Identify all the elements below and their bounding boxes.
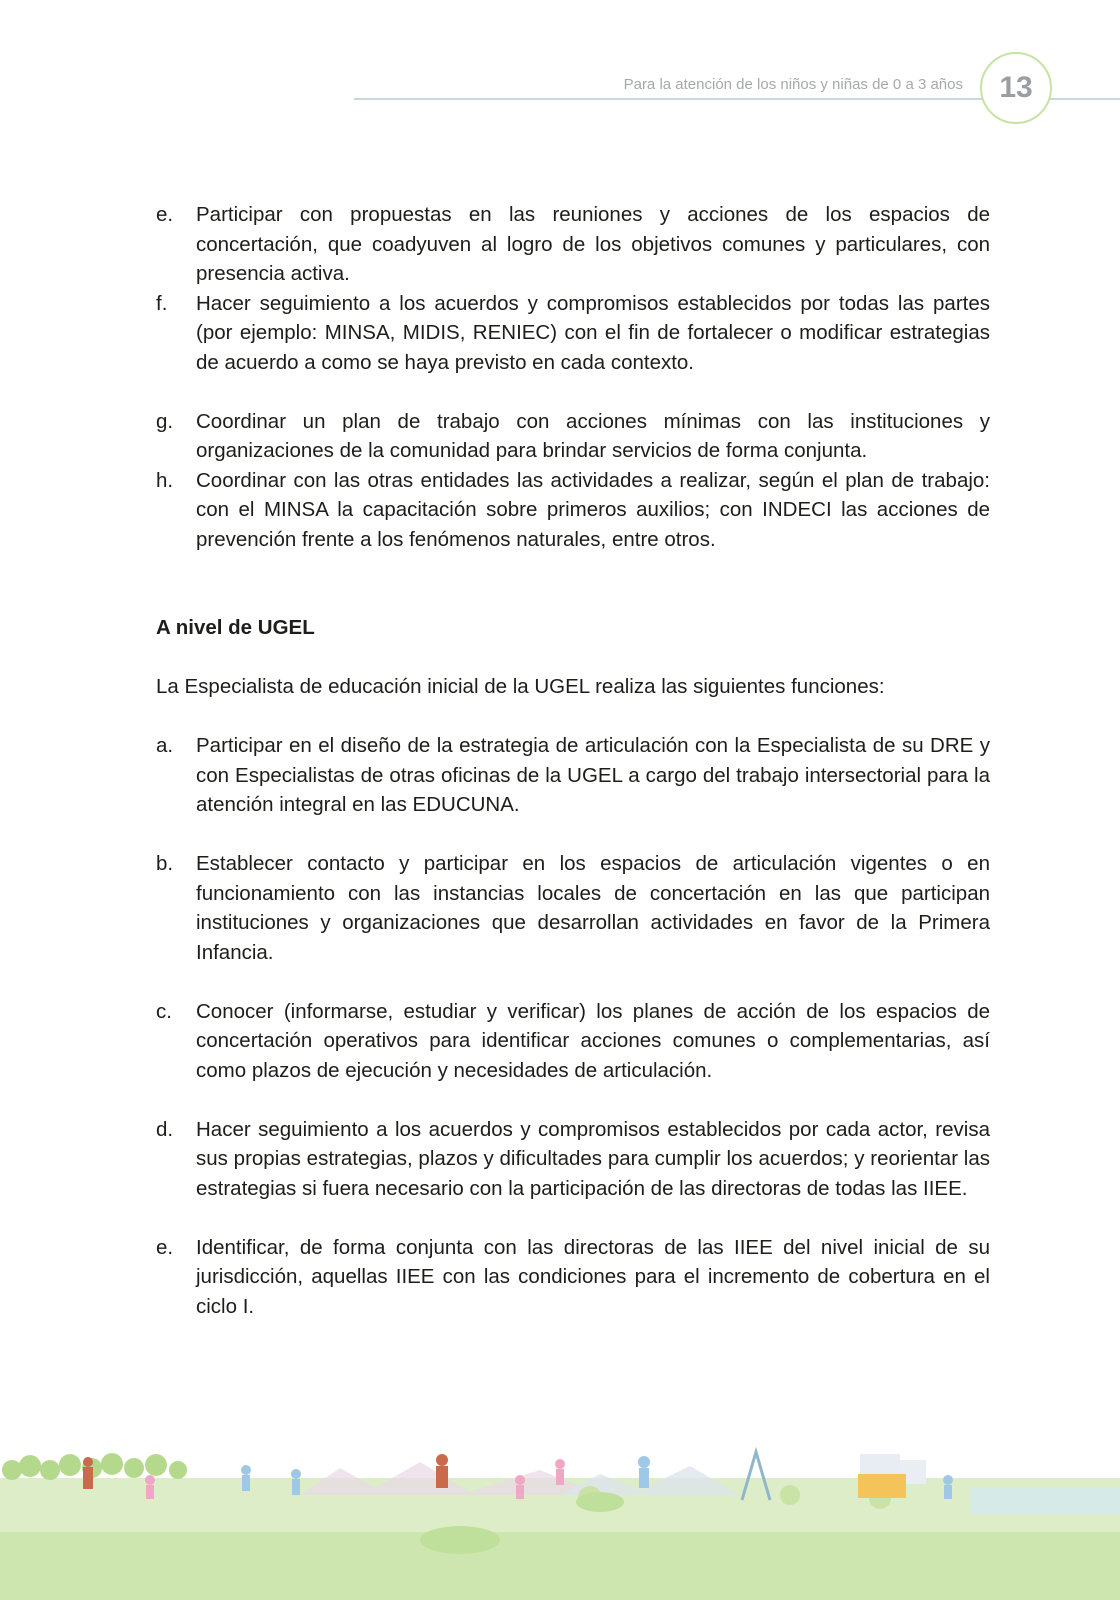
playground [858,1474,906,1498]
list-text: Conocer (informarse, estudiar y verificar) los planes de acción de los espacios de concertación operativos para identificar acciones comunes o complementarias, así como plazos de ejecución y necesidades de articulación. [196,999,990,1082]
list-letter: d. [156,1117,174,1141]
grass-band-lower [0,1532,1120,1600]
list-text: Identificar, de forma conjunta con las directoras de las IIEE del nivel inicial de su jurisdicción, aquellas IIEE con las condiciones para el incremento de cobertura en el ciclo I. [196,1235,990,1318]
water [970,1488,1120,1514]
list-item [156,1115,990,1204]
list-text: Coordinar un plan de trabajo con acciones mínimas con las instituciones y organizaciones de la comunidad para brindar servicios de forma conjunta. [196,409,990,462]
list-letter: g. [156,409,174,433]
list-item [156,466,990,555]
list-text: Participar en el diseño de la estrategia de articulación con la Especialista de su DRE y con Especialistas de otras oficinas de la UGEL a cargo del trabajo intersectorial para la atención integral en las EDUCUNA. [196,734,990,816]
list-letter: e. [156,203,174,226]
list-text: Hacer seguimiento a los acuerdos y compromisos establecidos por todas las partes (por ejemplo: MINSA, MIDIS, RENIEC) con el fin de fortalecer o modificar estrategias de acuerdo a como se haya previsto en cada contexto. [196,291,990,374]
section-intro: La Especialista de educación inicial de la UGEL realiza las siguientes funciones: [156,675,885,698]
list-letter: e. [156,1235,174,1259]
page-body [156,200,990,1321]
list-item [156,849,990,967]
list-item [156,997,990,1086]
list-item [156,1233,990,1322]
list-item [156,407,990,466]
list-text: Hacer seguimiento a los acuerdos y compromisos establecidos por cada actor, revisa sus propias estrategias, plazos y dificultades para cumplir los acuerdos; y reorientar las estrategias si fuera necesario con la participación de las directoras de todas las IIEE. [196,1117,990,1200]
list-letter: a. [156,734,174,757]
list-letter: h. [156,468,174,492]
page-number: 13 [980,52,1052,124]
list-item [156,731,990,820]
list-text: Participar con propuestas en las reuniones y acciones de los espacios de concertación, que coadyuven al logro de los objetivos comunes y particulares, con presencia activa. [196,203,990,285]
list-item [156,200,990,289]
tree-row [2,1453,187,1480]
list-item [156,289,990,378]
list-text: Establecer contacto y participar en los espacios de articulación vigentes o en funcionamiento con las instancias locales de concertación en las que participan instituciones y organizaciones que desarrollan actividades en favor de la Primera Infancia. [196,852,990,964]
list-letter: b. [156,852,174,875]
list-letter: c. [156,999,172,1023]
landscape-illustration [0,1440,1120,1600]
running-title: Para la atención de los niños y niñas de 0 a 3 años [623,76,963,93]
list-letter: f. [156,291,168,315]
section-heading: A nivel de UGEL [156,616,315,639]
list-text: Coordinar con las otras entidades las actividades a realizar, según el plan de trabajo: con el MINSA la capacitación sobre primeros auxilios; con INDECI las acciones de prevención frente a los fenómenos naturales, entre otros. [196,468,990,551]
